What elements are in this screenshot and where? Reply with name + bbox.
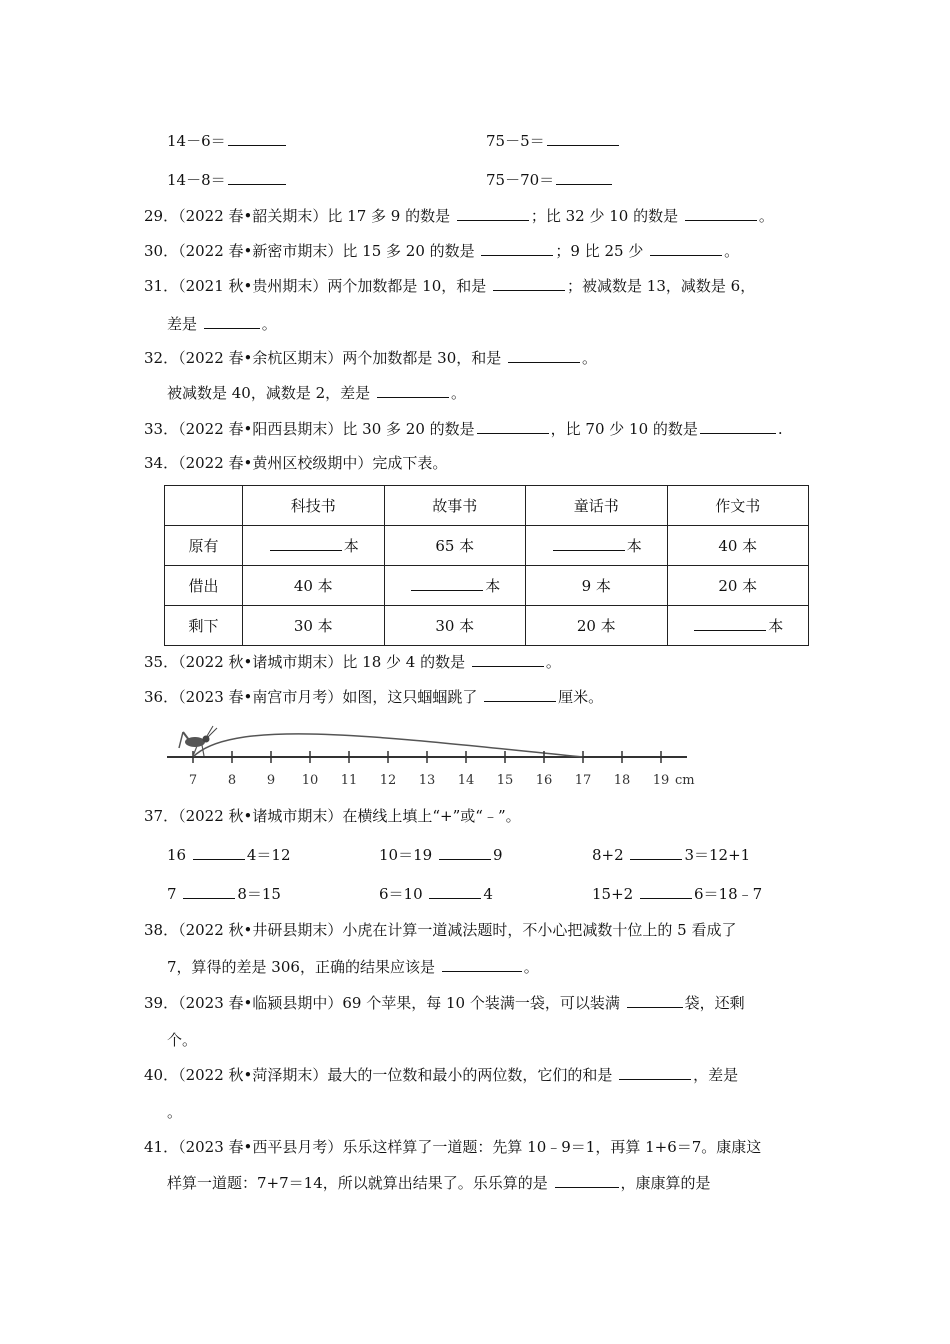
answer-blank[interactable] xyxy=(547,131,619,146)
q37-item: 16 4＝12 xyxy=(167,846,291,864)
answer-blank[interactable] xyxy=(481,241,553,256)
answer-blank[interactable] xyxy=(228,170,286,185)
question-40: 40．（2022 秋•菏泽期末）最大的一位数和最小的两位数，它们的和是 ，差是 xyxy=(144,1066,739,1084)
answer-blank[interactable] xyxy=(228,131,286,146)
question-39: 39．（2023 春•临颍县期中）69 个苹果，每 10 个装满一袋，可以装满 袋，还剩 xyxy=(144,994,745,1012)
books-table xyxy=(164,485,809,646)
question-31: 31．（2021 秋•贵州期末）两个加数都是 10，和是 ；被减数是 13，减数是 6， xyxy=(144,277,756,295)
table-row xyxy=(165,566,809,606)
top-row-1-right: 75－5＝ xyxy=(486,131,621,151)
table-cell: 40 本 xyxy=(243,566,385,606)
table-cell: 20 本 xyxy=(526,606,668,646)
ruler-figure xyxy=(165,720,700,790)
question-41: 41．（2023 春•西平县月考）乐乐这样算了一道题：先算 10﹣9＝1，再算 1+6＝7。康康这 xyxy=(144,1138,762,1156)
grasshopper-icon xyxy=(179,726,217,756)
table-cell: 9 本 xyxy=(526,566,668,606)
answer-blank[interactable] xyxy=(508,348,580,363)
ruler-tick-label: 8 xyxy=(227,773,237,788)
table-header-cell xyxy=(165,486,243,526)
question-31-line-2: 差是 。 xyxy=(167,315,277,333)
ruler-tick-label: 7 xyxy=(188,773,198,788)
answer-blank[interactable] xyxy=(484,687,556,702)
q37-item: 10＝19 9 xyxy=(379,846,503,864)
answer-blank[interactable] xyxy=(619,1065,691,1080)
table-cell-blank[interactable]: 本 xyxy=(526,526,668,566)
table-cell: 30 本 xyxy=(384,606,526,646)
row-label: 借出 xyxy=(165,566,243,606)
question-35: 35．（2022 秋•诸城市期末）比 18 少 4 的数是 。 xyxy=(144,653,561,671)
ruler-tick-label: 15 xyxy=(496,773,514,788)
row-label: 原有 xyxy=(165,526,243,566)
answer-blank[interactable] xyxy=(439,845,491,860)
question-32-line-2: 被减数是 40，减数是 2，差是 。 xyxy=(167,384,466,402)
answer-blank[interactable] xyxy=(183,884,235,899)
ruler-tick-label: 13 xyxy=(418,773,436,788)
ruler-tick-label: 10 xyxy=(301,773,319,788)
top-row-2-left: 14－8＝ xyxy=(167,170,288,190)
q37-item: 8+2 3＝12+1 xyxy=(592,846,751,864)
answer-blank[interactable] xyxy=(640,884,692,899)
ruler-tick-label: 18 xyxy=(613,773,631,788)
ruler-tick-label: 14 xyxy=(457,773,475,788)
answer-blank[interactable] xyxy=(442,957,522,972)
row-label: 剩下 xyxy=(165,606,243,646)
question-37: 37．（2022 秋•诸城市期末）在横线上填上“+”或“﹣”。 xyxy=(144,807,521,825)
table-cell: 20 本 xyxy=(667,566,809,606)
table-cell: 65 本 xyxy=(384,526,526,566)
answer-blank[interactable] xyxy=(556,170,612,185)
table-header-cell: 故事书 xyxy=(384,486,526,526)
table-cell-blank[interactable]: 本 xyxy=(243,526,385,566)
answer-blank[interactable] xyxy=(472,652,544,667)
answer-blank[interactable] xyxy=(650,241,722,256)
question-29: 29．（2022 春•韶关期末）比 17 多 9 的数是 ；比 32 少 10 的数是 。 xyxy=(144,207,774,225)
top-row-2-right: 75－70＝ xyxy=(486,170,614,190)
top-row-1-left: 14－6＝ xyxy=(167,131,288,151)
table-cell: 40 本 xyxy=(667,526,809,566)
answer-blank[interactable] xyxy=(685,206,757,221)
answer-blank[interactable] xyxy=(627,993,683,1008)
answer-blank[interactable] xyxy=(457,206,529,221)
answer-blank[interactable] xyxy=(493,276,565,291)
answer-blank[interactable] xyxy=(555,1173,619,1188)
table-cell-blank[interactable]: 本 xyxy=(384,566,526,606)
answer-blank[interactable] xyxy=(204,314,260,329)
answer-blank[interactable] xyxy=(377,383,449,398)
answer-blank[interactable] xyxy=(477,419,549,434)
question-30: 30．（2022 春•新密市期末）比 15 多 20 的数是 ；9 比 25 少 。 xyxy=(144,242,740,260)
question-40-line-2: 。 xyxy=(167,1103,183,1121)
table-header-cell: 科技书 xyxy=(243,486,385,526)
q37-item: 7 8＝15 xyxy=(167,885,281,903)
ruler-tick-label: 11 xyxy=(340,773,358,788)
ruler-tick-label: 9 xyxy=(266,773,276,788)
table-header-row xyxy=(165,486,809,526)
answer-blank[interactable] xyxy=(429,884,481,899)
ruler-tick-label: 16 xyxy=(535,773,553,788)
table-header-cell: 作文书 xyxy=(667,486,809,526)
answer-blank[interactable] xyxy=(630,845,682,860)
ruler-tick-label: 17 xyxy=(574,773,592,788)
ruler-tick-label: 12 xyxy=(379,773,397,788)
question-33: 33．（2022 春•阳西县期末）比 30 多 20 的数是 ，比 70 少 10 的数是 . xyxy=(144,420,783,438)
table-row xyxy=(165,526,809,566)
answer-blank[interactable] xyxy=(700,419,776,434)
answer-blank[interactable] xyxy=(193,845,245,860)
q37-item: 15+2 6＝18﹣7 xyxy=(592,885,763,903)
question-32: 32．（2022 春•余杭区期末）两个加数都是 30，和是 。 xyxy=(144,349,598,367)
question-38: 38．（2022 秋•井研县期末）小虎在计算一道减法题时，不小心把减数十位上的 5 看成了 xyxy=(144,921,737,939)
table-header-cell: 童话书 xyxy=(526,486,668,526)
ruler-unit-label: cm xyxy=(675,773,695,788)
question-38-line-2: 7，算得的差是 306，正确的结果应该是 。 xyxy=(167,958,539,976)
table-cell: 30 本 xyxy=(243,606,385,646)
table-row xyxy=(165,606,809,646)
question-36: 36．（2023 春•南宫市月考）如图，这只蝈蝈跳了 厘米。 xyxy=(144,688,604,706)
question-39-line-2: 个。 xyxy=(167,1031,198,1049)
table-cell-blank[interactable]: 本 xyxy=(667,606,809,646)
q37-item: 6＝10 4 xyxy=(379,885,493,903)
question-41-line-2: 样算一道题：7+7＝14，所以就算出结果了。乐乐算的是 ，康康算的是 xyxy=(167,1174,711,1192)
question-34: 34．（2022 春•黄州区校级期中）完成下表。 xyxy=(144,454,448,472)
ruler-tick-label: 19 xyxy=(652,773,670,788)
